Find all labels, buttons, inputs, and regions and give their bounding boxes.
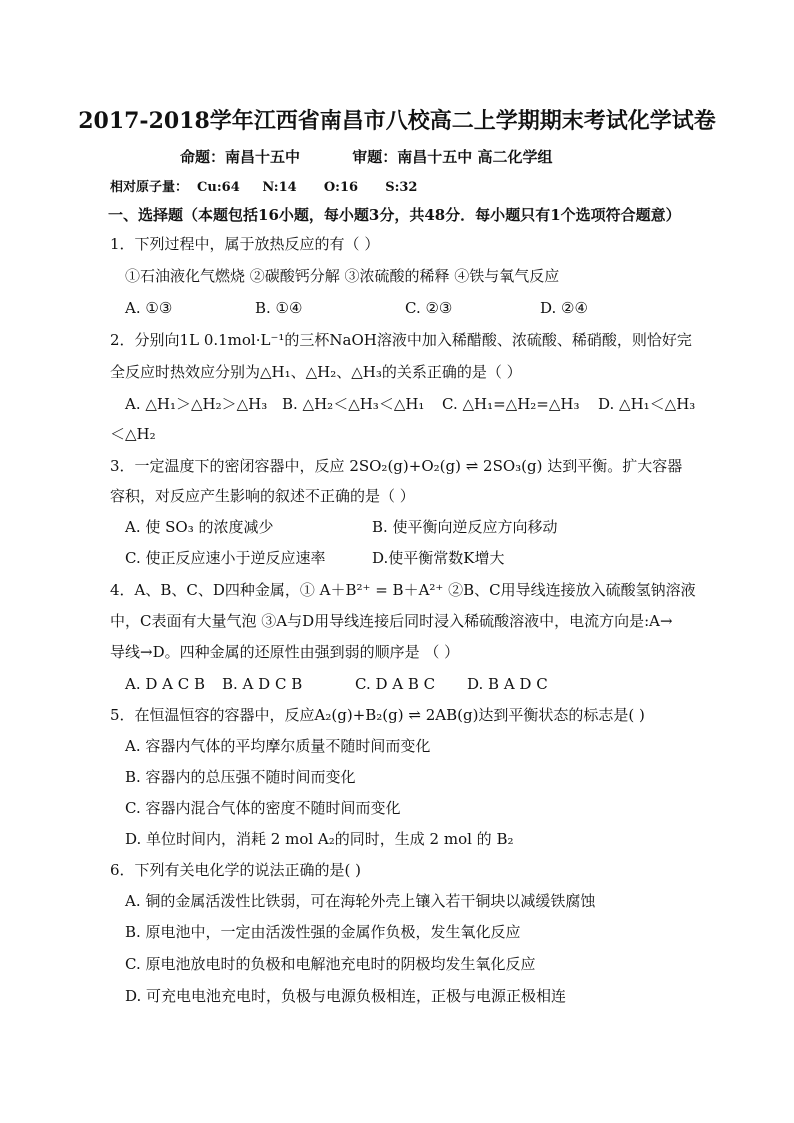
q6-stem: 6．下列有关电化学的说法正确的是( ) <box>110 861 362 879</box>
q2-option-d-cont: ＜△H₂ <box>110 425 156 443</box>
q6-option-b: B. 原电池中，一定由活泼性强的金属作负极，发生氧化反应 <box>125 923 521 941</box>
q6-option-c: C. 原电池放电时的负极和电解池充电时的阴极均发生氧化反应 <box>125 955 536 973</box>
q4-option-c: C. D A B C <box>355 675 436 693</box>
q3-option-c: C. 使正反应速小于逆反应速率 <box>125 549 326 567</box>
q1-option-a: A. ①③ <box>125 299 173 317</box>
q3-option-d: D.使平衡常数K增大 <box>372 549 505 567</box>
q1-items: ①石油液化气燃烧 ②碳酸钙分解 ③浓硫酸的稀释 ④铁与氧气反应 <box>125 267 560 285</box>
q6-option-d: D. 可充电电池充电时，负极与电源负极相连，正极与电源正极相连 <box>125 987 567 1005</box>
q4-option-b: B. A D C B <box>222 675 303 693</box>
q5-option-d: D. 单位时间内，消耗 2 mol A₂的同时，生成 2 mol 的 B₂ <box>125 830 514 848</box>
q5-option-a: A. 容器内气体的平均摩尔质量不随时间而变化 <box>125 737 431 755</box>
q3-option-a: A. 使 SO₃ 的浓度减少 <box>125 518 274 536</box>
q5-option-c: C. 容器内混合气体的密度不随时间而变化 <box>125 799 401 817</box>
q4-stem-line1: 4．A、B、C、D四种金属，① A＋B²⁺ = B＋A²⁺ ②B、C用导线连接放入硫酸氢钠溶液 <box>110 581 696 599</box>
q2-option-c: C. △H₁=△H₂=△H₃ <box>442 395 580 413</box>
q1-option-b: B. ①④ <box>255 299 303 317</box>
q4-option-a: A. D A C B <box>125 675 206 693</box>
q1-stem: 1．下列过程中，属于放热反应的有（ ） <box>110 235 380 253</box>
atomic-mass-line: 相对原子量： Cu:64 N:14 O:16 S:32 <box>110 180 418 195</box>
q5-option-b: B. 容器内的总压强不随时间而变化 <box>125 768 356 786</box>
q4-option-d: D. B A D C <box>467 675 548 693</box>
section-heading: 一、选择题（本题包括16小题，每小题3分，共48分．每小题只有1个选项符合题意） <box>108 206 681 224</box>
q2-stem-line2: 全反应时热效应分别为△H₁、△H₂、△H₃的关系正确的是（ ） <box>110 363 522 381</box>
q6-option-a: A. 铜的金属活泼性比铁弱，可在海轮外壳上镶入若干铜块以减缓铁腐蚀 <box>125 892 596 910</box>
exam-authors: 命题：南昌十五中 审题：南昌十五中 高二化学组 <box>180 148 553 166</box>
q2-option-d: D. △H₁＜△H₃ <box>598 395 696 413</box>
q3-stem-line1: 3．一定温度下的密闭容器中，反应 2SO₂(g)+O₂(g) ⇌ 2SO₃(g) 达到平衡。扩大容器 <box>110 457 683 475</box>
q2-stem-line1: 2．分别向1L 0.1mol·L⁻¹的三杯NaOH溶液中加入稀醋酸、浓硫酸、稀硝酸，则恰好完 <box>110 331 692 349</box>
q1-option-c: C. ②③ <box>405 299 453 317</box>
q1-option-d: D. ②④ <box>540 299 588 317</box>
q2-option-a: A. △H₁＞△H₂＞△H₃ <box>125 395 268 413</box>
q3-stem-line2: 容积，对反应产生影响的叙述不正确的是（ ） <box>110 487 415 505</box>
q2-option-b: B. △H₂＜△H₃＜△H₁ <box>282 395 425 413</box>
exam-title: 2017-2018学年江西省南昌市八校高二上学期期末考试化学试卷 <box>78 108 716 134</box>
q4-stem-line3: 导线→D。四种金属的还原性由强到弱的顺序是 （ ） <box>110 643 460 661</box>
q4-stem-line2: 中，C表面有大量气泡 ③A与D用导线连接后同时浸入稀硫酸溶液中，电流方向是:A→ <box>110 612 673 630</box>
q3-option-b: B. 使平衡向逆反应方向移动 <box>372 518 558 536</box>
q5-stem: 5．在恒温恒容的容器中，反应A₂(g)+B₂(g) ⇌ 2AB(g)达到平衡状态的标志是( ) <box>110 706 645 724</box>
